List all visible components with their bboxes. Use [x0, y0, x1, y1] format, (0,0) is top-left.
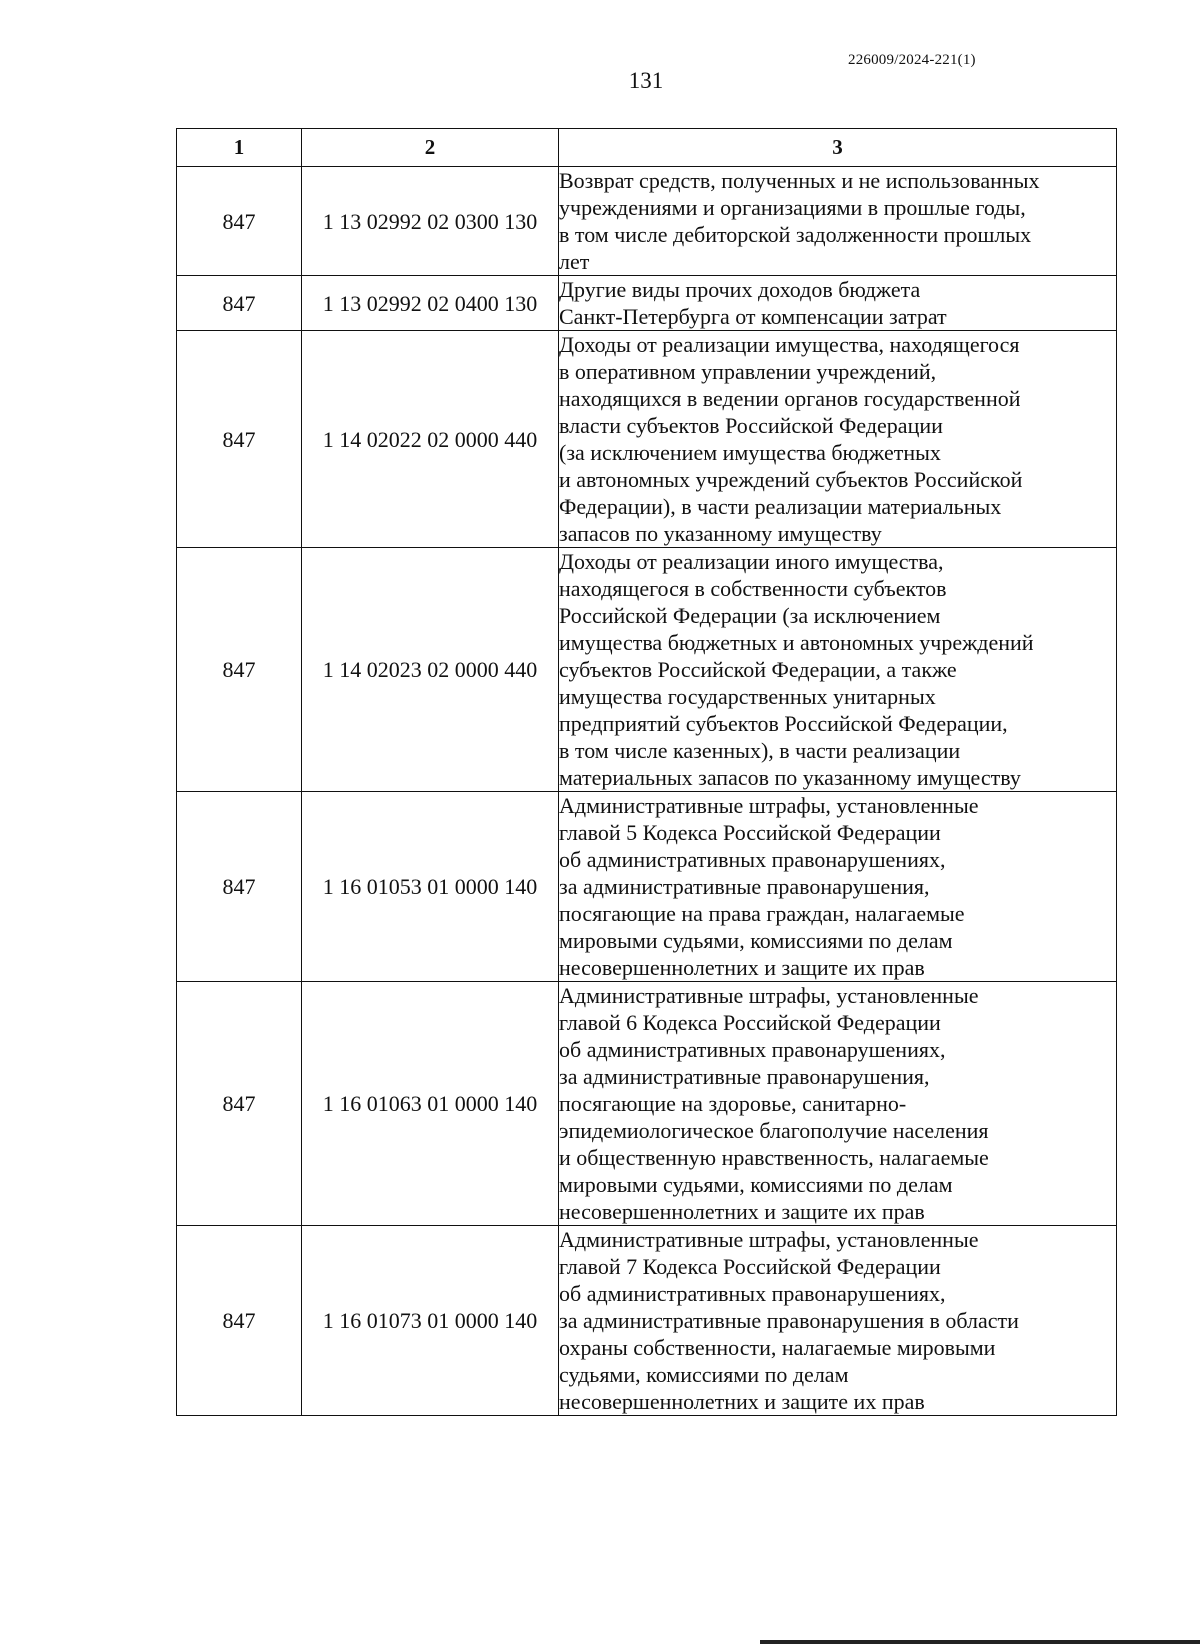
description-line: за административные правонарушения в области — [559, 1308, 1019, 1333]
description-line: об административных правонарушениях, — [559, 1281, 946, 1306]
revenue-description-cell — [559, 167, 1117, 276]
description-line: посягающие на права граждан, налагаемые — [559, 901, 965, 926]
description-line: об административных правонарушениях, — [559, 847, 946, 872]
description-line: учреждениями и организациями в прошлые годы, — [559, 195, 1026, 220]
description-line: власти субъектов Российской Федерации — [559, 413, 943, 438]
description-line: в том числе казенных), в части реализации — [559, 738, 961, 763]
revenue-code-cell: 1 13 02992 02 0300 130 — [302, 167, 559, 276]
description-line: Доходы от реализации иного имущества, — [559, 549, 944, 574]
description-line: судьями, комиссиями по делам — [559, 1362, 849, 1387]
revenue-code-cell: 1 16 01063 01 0000 140 — [302, 982, 559, 1226]
description-line: в оперативном управлении учреждений, — [559, 359, 937, 384]
table-row — [177, 1226, 1117, 1416]
description-line: субъектов Российской Федерации, а также — [559, 657, 957, 682]
revenue-description-cell — [559, 276, 1117, 331]
description-line: и общественную нравственность, налагаемые — [559, 1145, 989, 1170]
description-line: Санкт-Петербурга от компенсации затрат — [559, 304, 947, 329]
description-line: лет — [559, 249, 590, 274]
revenue-code-cell: 1 16 01073 01 0000 140 — [302, 1226, 559, 1416]
column-header-1: 1 — [177, 129, 302, 167]
column-header-2: 2 — [302, 129, 559, 167]
description-line: и автономных учреждений субъектов Российской — [559, 467, 1023, 492]
budget-revenue-table — [176, 128, 1117, 1416]
description-line: находящихся в ведении органов государственной — [559, 386, 1021, 411]
description-line: запасов по указанному имуществу — [559, 521, 882, 546]
description-line: эпидемиологическое благополучие населения — [559, 1118, 989, 1143]
description-line: несовершеннолетних и защите их прав — [559, 1389, 925, 1414]
description-line: посягающие на здоровье, санитарно- — [559, 1091, 907, 1116]
admin-code-cell: 847 — [177, 167, 302, 276]
description-line: Доходы от реализации имущества, находящегося — [559, 332, 1020, 357]
description-line: находящегося в собственности субъектов — [559, 576, 947, 601]
description-line: Административные штрафы, установленные — [559, 793, 979, 818]
description-line: Федерации), в части реализации материальных — [559, 494, 1002, 519]
description-line: Административные штрафы, установленные — [559, 1227, 979, 1252]
description-line: за административные правонарушения, — [559, 1064, 930, 1089]
scan-edge-line — [760, 1640, 1200, 1644]
revenue-code-cell: 1 13 02992 02 0400 130 — [302, 276, 559, 331]
table-row — [177, 982, 1117, 1226]
description-line: мировыми судьями, комиссиями по делам — [559, 1172, 953, 1197]
description-line: об административных правонарушениях, — [559, 1037, 946, 1062]
revenue-description-cell — [559, 548, 1117, 792]
admin-code-cell: 847 — [177, 792, 302, 982]
description-line: предприятий субъектов Российской Федерации, — [559, 711, 1008, 736]
revenue-description-cell — [559, 982, 1117, 1226]
revenue-description-cell — [559, 331, 1117, 548]
revenue-description-cell — [559, 792, 1117, 982]
table-row — [177, 167, 1117, 276]
revenue-code-cell: 1 14 02023 02 0000 440 — [302, 548, 559, 792]
page-number: 131 — [628, 68, 664, 93]
description-line: Возврат средств, полученных и не использованных — [559, 168, 1040, 193]
description-line: охраны собственности, налагаемые мировыми — [559, 1335, 996, 1360]
description-line: материальных запасов по указанному имуществу — [559, 765, 1021, 790]
description-line: Российской Федерации (за исключением — [559, 603, 941, 628]
revenue-description-cell — [559, 1226, 1117, 1416]
revenue-code-cell: 1 16 01053 01 0000 140 — [302, 792, 559, 982]
table-row — [177, 331, 1117, 548]
admin-code-cell: 847 — [177, 982, 302, 1226]
admin-code-cell: 847 — [177, 276, 302, 331]
description-line: главой 6 Кодекса Российской Федерации — [559, 1010, 941, 1035]
table-row — [177, 792, 1117, 982]
description-line: несовершеннолетних и защите их прав — [559, 1199, 925, 1224]
description-line: Административные штрафы, установленные — [559, 983, 979, 1008]
admin-code-cell: 847 — [177, 1226, 302, 1416]
table-row — [177, 548, 1117, 792]
description-line: главой 5 Кодекса Российской Федерации — [559, 820, 941, 845]
admin-code-cell: 847 — [177, 331, 302, 548]
description-line: Другие виды прочих доходов бюджета — [559, 277, 921, 302]
admin-code-cell: 847 — [177, 548, 302, 792]
table-row — [177, 276, 1117, 331]
description-line: за административные правонарушения, — [559, 874, 930, 899]
document-number: 226009/2024-221(1) — [848, 52, 976, 68]
description-line: (за исключением имущества бюджетных — [559, 440, 941, 465]
description-line: главой 7 Кодекса Российской Федерации — [559, 1254, 941, 1279]
description-line: имущества государственных унитарных — [559, 684, 936, 709]
column-header-3: 3 — [559, 129, 1117, 167]
description-line: в том числе дебиторской задолженности прошлых — [559, 222, 1032, 247]
revenue-code-cell: 1 14 02022 02 0000 440 — [302, 331, 559, 548]
description-line: имущества бюджетных и автономных учреждений — [559, 630, 1034, 655]
table-header-row — [177, 129, 1117, 167]
description-line: несовершеннолетних и защите их прав — [559, 955, 925, 980]
table-body — [177, 167, 1117, 1416]
description-line: мировыми судьями, комиссиями по делам — [559, 928, 953, 953]
